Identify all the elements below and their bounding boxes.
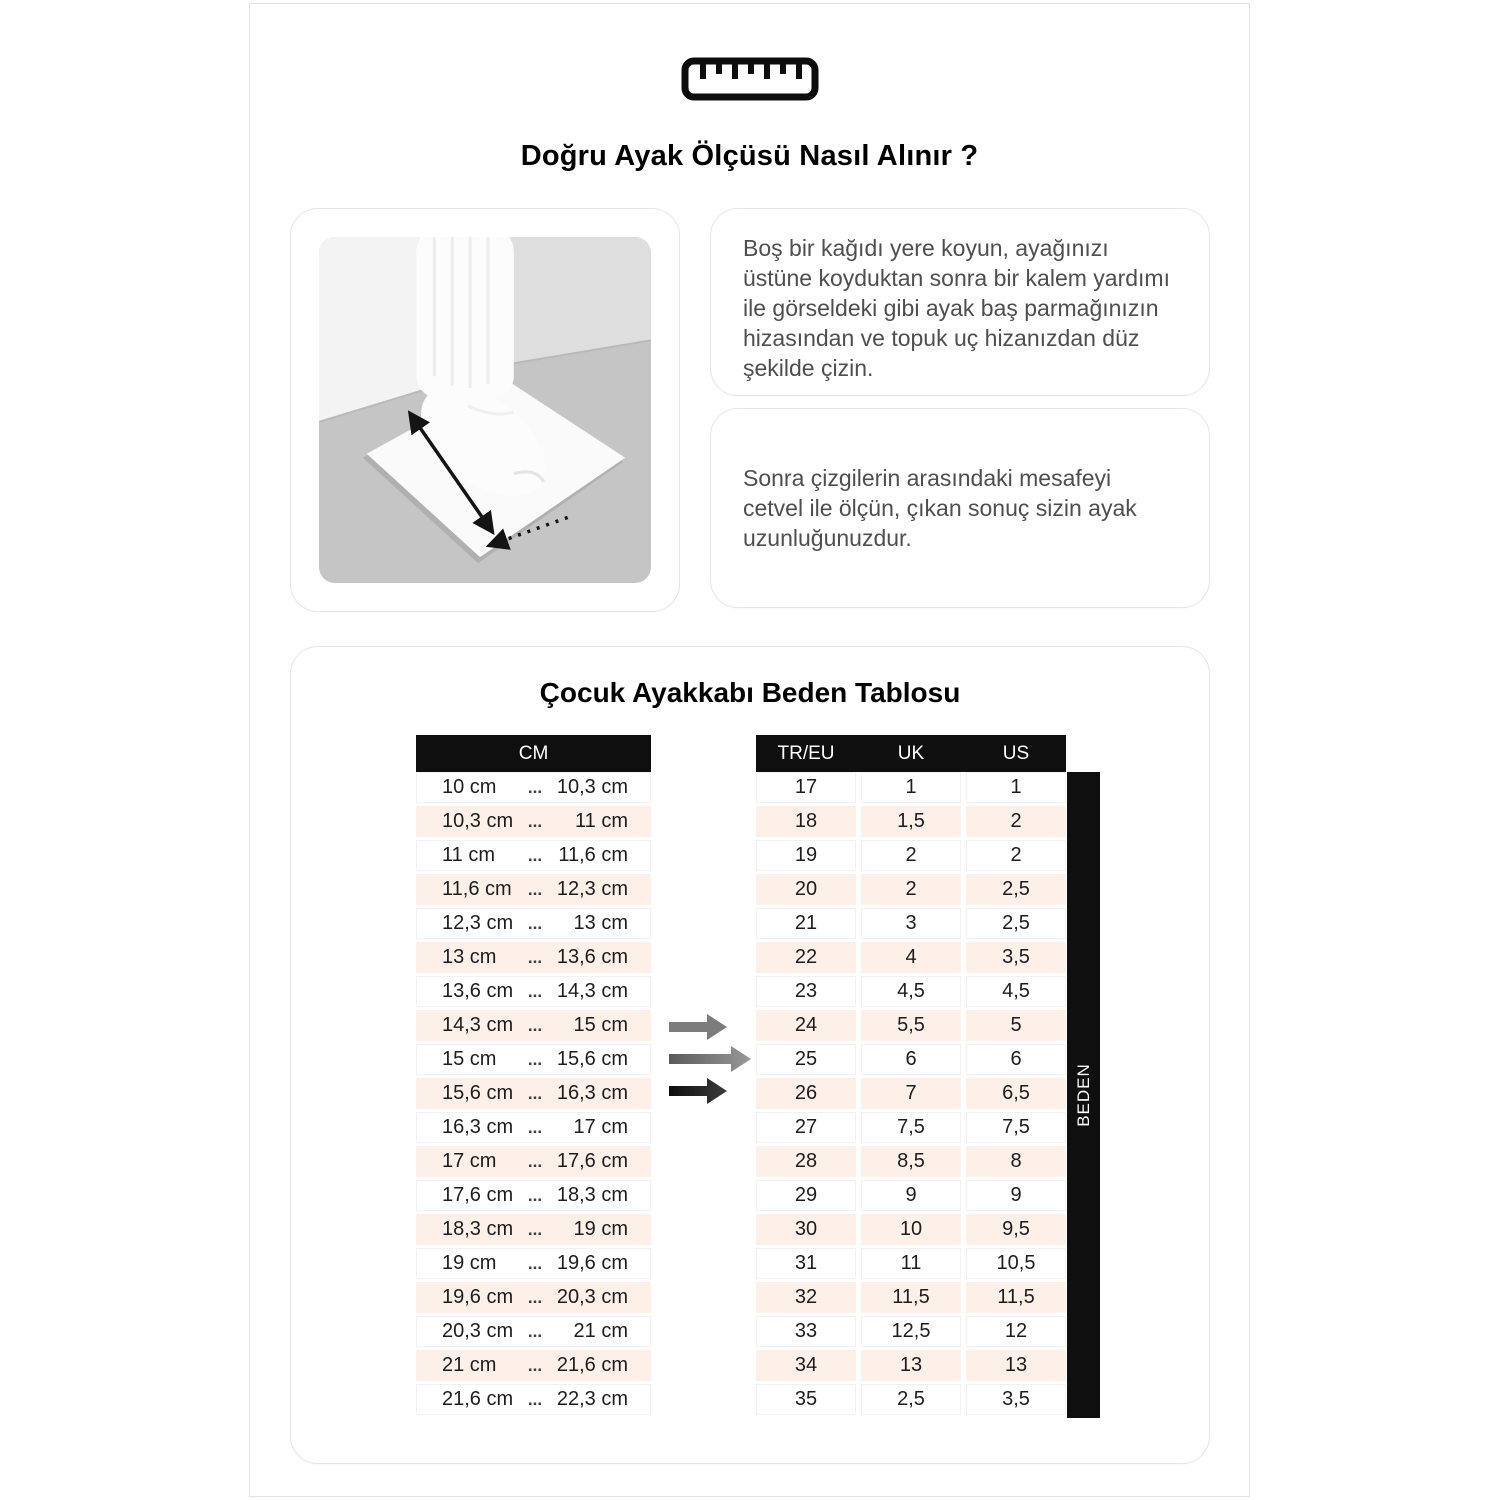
range-separator: ...: [527, 777, 543, 797]
us-value: 1: [966, 772, 1066, 803]
beden-label: BEDEN: [1073, 1063, 1093, 1127]
range-separator: ...: [527, 879, 543, 899]
instruction-text-2: Sonra çizgilerin arasındaki mesafeyi cetvel ile ölçün, çıkan sonuç sizin ayak uzunluğunuzdur.: [743, 465, 1137, 551]
cm-table-row: [416, 1214, 651, 1245]
tr-eu-value: 20: [756, 874, 856, 905]
range-separator: ...: [527, 981, 543, 1001]
cm-from-value: 17 cm: [442, 1150, 497, 1172]
range-separator: ...: [527, 1049, 543, 1069]
size-table-row: [756, 1146, 1066, 1177]
us-value: 2: [966, 840, 1066, 871]
uk-value: 12,5: [861, 1316, 961, 1347]
cm-from-value: 19 cm: [442, 1252, 497, 1274]
size-table-row: [756, 1350, 1066, 1381]
cm-from-value: 21,6 cm: [442, 1388, 514, 1410]
cm-from-value: 10 cm: [442, 776, 497, 798]
cm-from-value: 12,3 cm: [442, 912, 514, 934]
us-value: 10,5: [966, 1248, 1066, 1279]
uk-value: 2: [861, 874, 961, 905]
size-table-row: [756, 806, 1066, 837]
cm-to-value: 15,6 cm: [556, 1048, 628, 1070]
uk-value: 1: [861, 772, 961, 803]
cm-header-label: CM: [518, 742, 549, 764]
range-separator: ...: [527, 1253, 543, 1273]
cm-to-value: 13 cm: [573, 912, 628, 934]
foot-measure-photo: [319, 237, 651, 583]
cm-to-value: 17 cm: [573, 1116, 628, 1138]
range-separator: ...: [527, 1219, 543, 1239]
tr-eu-value: 27: [756, 1112, 856, 1143]
uk-value: 13: [861, 1350, 961, 1381]
range-separator: ...: [527, 811, 543, 831]
cm-table-row: [416, 1248, 651, 1279]
uk-value: 11: [861, 1248, 961, 1279]
cm-to-value: 16,3 cm: [556, 1082, 628, 1104]
cm-to-value: 13,6 cm: [556, 946, 628, 968]
us-value: 9,5: [966, 1214, 1066, 1245]
cm-to-value: 18,3 cm: [556, 1184, 628, 1206]
cm-to-value: 10,3 cm: [556, 776, 628, 798]
cm-table-row: [416, 976, 651, 1007]
range-separator: ...: [527, 1389, 543, 1409]
cm-table-row: [416, 1044, 651, 1075]
cm-table-row: [416, 806, 651, 837]
instruction-text-1: Boş bir kağıdı yere koyun, ayağınızı üstüne koyduktan sonra bir kalem yardımı ile görseldeki gibi ayak baş parmağınızın hizasından ve topuk uç hizanızdan düz şekilde çizin.: [743, 235, 1170, 381]
cm-table-row: [416, 1146, 651, 1177]
size-table-row: [756, 908, 1066, 939]
size-table-row: [756, 1384, 1066, 1415]
size-table-row: [756, 1044, 1066, 1075]
cm-to-value: 19,6 cm: [556, 1252, 628, 1274]
cm-to-value: 12,3 cm: [556, 878, 628, 900]
cm-to-value: 14,3 cm: [556, 980, 628, 1002]
size-table-row: [756, 1078, 1066, 1109]
range-separator: ...: [527, 845, 543, 865]
cm-from-value: 21 cm: [442, 1354, 497, 1376]
cm-to-value: 21 cm: [573, 1320, 628, 1342]
tr-eu-value: 34: [756, 1350, 856, 1381]
uk-value: 9: [861, 1180, 961, 1211]
cm-table-row: [416, 908, 651, 939]
tr-eu-value: 33: [756, 1316, 856, 1347]
uk-value: 11,5: [861, 1282, 961, 1313]
us-value: 2,5: [966, 908, 1066, 939]
page-title: Doğru Ayak Ölçüsü Nasıl Alınır ?: [520, 140, 979, 172]
cm-from-value: 18,3 cm: [442, 1218, 514, 1240]
tr-eu-value: 17: [756, 772, 856, 803]
size-chart-card: [290, 646, 1210, 1464]
us-value: 5: [966, 1010, 1066, 1041]
ruler-icon: [250, 56, 1249, 107]
cm-from-value: 16,3 cm: [442, 1116, 514, 1138]
beden-side-bar: [1067, 772, 1100, 1418]
size-table-row: [756, 772, 1066, 803]
range-separator: ...: [527, 913, 543, 933]
tr-eu-value: 26: [756, 1078, 856, 1109]
tr-eu-value: 25: [756, 1044, 856, 1075]
tr-eu-value: 32: [756, 1282, 856, 1313]
uk-value: 8,5: [861, 1146, 961, 1177]
size-chart-title: Çocuk Ayakkabı Beden Tablosu: [539, 677, 961, 708]
us-value: 12: [966, 1316, 1066, 1347]
size-table-row: [756, 1010, 1066, 1041]
instruction-card-1: [710, 208, 1210, 396]
size-table-header: [756, 735, 1066, 772]
uk-value: 6: [861, 1044, 961, 1075]
uk-value: 5,5: [861, 1010, 961, 1041]
cm-from-value: 10,3 cm: [442, 810, 514, 832]
uk-value: 4,5: [861, 976, 961, 1007]
size-table-body: [756, 772, 1066, 1415]
uk-value: 1,5: [861, 806, 961, 837]
cm-from-value: 19,6 cm: [442, 1286, 514, 1308]
tr-eu-value: 22: [756, 942, 856, 973]
cm-to-value: 22,3 cm: [556, 1388, 628, 1410]
cm-table-row: [416, 1282, 651, 1313]
us-value: 6: [966, 1044, 1066, 1075]
size-table-row: [756, 1214, 1066, 1245]
cm-table-row: [416, 1316, 651, 1347]
cm-from-value: 13,6 cm: [442, 980, 514, 1002]
range-separator: ...: [527, 1287, 543, 1307]
cm-table: [416, 735, 651, 1418]
foot-measure-image-card: [290, 208, 680, 612]
cm-table-row: [416, 1384, 651, 1415]
cm-to-value: 19 cm: [573, 1218, 628, 1240]
cm-table-row: [416, 772, 651, 803]
tr-eu-value: 29: [756, 1180, 856, 1211]
cm-from-value: 13 cm: [442, 946, 497, 968]
cm-to-value: 15 cm: [573, 1014, 628, 1036]
size-table-row: [756, 1180, 1066, 1211]
us-value: 8: [966, 1146, 1066, 1177]
tr-eu-value: 24: [756, 1010, 856, 1041]
tr-eu-value: 28: [756, 1146, 856, 1177]
triple-right-arrows-icon: [665, 1013, 753, 1105]
size-table-row: [756, 874, 1066, 905]
cm-to-value: 17,6 cm: [556, 1150, 628, 1172]
uk-value: 3: [861, 908, 961, 939]
size-header-uk: UK: [897, 742, 925, 764]
us-value: 2,5: [966, 874, 1066, 905]
us-value: 3,5: [966, 942, 1066, 973]
tr-eu-value: 18: [756, 806, 856, 837]
range-separator: ...: [527, 1321, 543, 1341]
uk-value: 7: [861, 1078, 961, 1109]
cm-to-value: 11 cm: [575, 810, 628, 832]
us-value: 4,5: [966, 976, 1066, 1007]
instruction-card-2: [710, 408, 1210, 608]
cm-table-body: [416, 772, 651, 1415]
size-table-row: [756, 976, 1066, 1007]
range-separator: ...: [527, 1117, 543, 1137]
uk-value: 7,5: [861, 1112, 961, 1143]
content-panel: [249, 3, 1250, 1497]
tr-eu-value: 19: [756, 840, 856, 871]
cm-table-row: [416, 942, 651, 973]
cm-to-value: 21,6 cm: [556, 1354, 628, 1376]
cm-table-row: [416, 1180, 651, 1211]
tr-eu-value: 31: [756, 1248, 856, 1279]
tr-eu-value: 30: [756, 1214, 856, 1245]
cm-table-row: [416, 874, 651, 905]
cm-table-row: [416, 840, 651, 871]
cm-from-value: 15,6 cm: [442, 1082, 514, 1104]
us-value: 11,5: [966, 1282, 1066, 1313]
us-value: 2: [966, 806, 1066, 837]
cm-table-header: [416, 735, 651, 772]
size-header-us: US: [1002, 742, 1030, 764]
size-table-row: [756, 942, 1066, 973]
uk-value: 2: [861, 840, 961, 871]
cm-to-value: 11,6 cm: [558, 844, 628, 866]
size-table: [756, 735, 1066, 1418]
cm-table-row: [416, 1010, 651, 1041]
cm-from-value: 20,3 cm: [442, 1320, 514, 1342]
uk-value: 2,5: [861, 1384, 961, 1415]
tr-eu-value: 23: [756, 976, 856, 1007]
us-value: 7,5: [966, 1112, 1066, 1143]
us-value: 6,5: [966, 1078, 1066, 1109]
size-table-row: [756, 840, 1066, 871]
tr-eu-value: 21: [756, 908, 856, 939]
cm-table-row: [416, 1112, 651, 1143]
range-separator: ...: [527, 947, 543, 967]
range-separator: ...: [527, 1355, 543, 1375]
cm-from-value: 15 cm: [442, 1048, 497, 1070]
range-separator: ...: [527, 1185, 543, 1205]
us-value: 13: [966, 1350, 1066, 1381]
cm-from-value: 17,6 cm: [442, 1184, 514, 1206]
size-table-row: [756, 1248, 1066, 1279]
size-table-row: [756, 1112, 1066, 1143]
us-value: 9: [966, 1180, 1066, 1211]
tr-eu-value: 35: [756, 1384, 856, 1415]
cm-from-value: 11 cm: [442, 844, 495, 866]
uk-value: 4: [861, 942, 961, 973]
size-header-tr-eu: TR/EU: [777, 742, 835, 764]
cm-table-row: [416, 1078, 651, 1109]
uk-value: 10: [861, 1214, 961, 1245]
cm-from-value: 14,3 cm: [442, 1014, 514, 1036]
range-separator: ...: [527, 1151, 543, 1171]
size-table-row: [756, 1282, 1066, 1313]
cm-from-value: 11,6 cm: [442, 878, 512, 900]
cm-to-value: 20,3 cm: [556, 1286, 628, 1308]
size-table-row: [756, 1316, 1066, 1347]
range-separator: ...: [527, 1015, 543, 1035]
us-value: 3,5: [966, 1384, 1066, 1415]
range-separator: ...: [527, 1083, 543, 1103]
cm-table-row: [416, 1350, 651, 1381]
